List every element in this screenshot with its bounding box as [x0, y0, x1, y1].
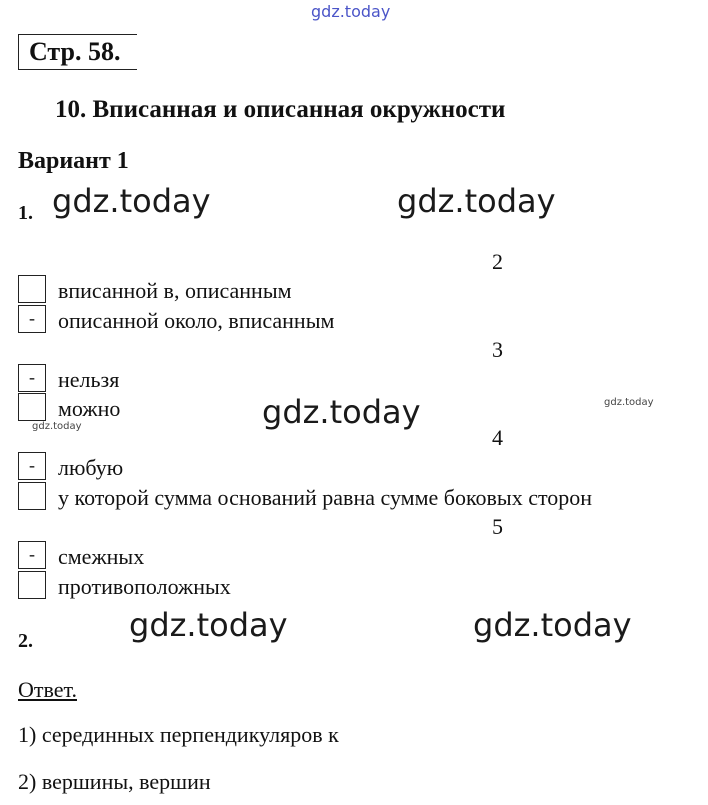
answer-checkbox[interactable] [18, 275, 46, 303]
answer-line: 2) вершины, вершин [18, 769, 211, 794]
answer-line: 1) серединных перпендикуляров к [18, 722, 339, 747]
question-number: 2 [492, 249, 503, 274]
option-text: любую [58, 455, 124, 480]
watermark: gdz.today [52, 182, 211, 220]
answer-label: Ответ. [18, 677, 77, 702]
watermark: gdz.today [473, 606, 632, 644]
watermark: gdz.today [397, 182, 556, 220]
question-number: 5 [492, 514, 503, 539]
answer-checkbox[interactable] [18, 482, 46, 510]
answer-checkbox[interactable]: - [18, 541, 46, 569]
answer-checkbox[interactable] [18, 393, 46, 421]
page-label: Стр. 58. [29, 37, 121, 66]
option-text: у которой сумма оснований равна сумме боковых сторон [58, 485, 593, 510]
watermark-small: gdz.today [32, 421, 82, 432]
option-text: смежных [58, 544, 145, 569]
question-number: 4 [492, 425, 503, 450]
watermark-small: gdz.today [604, 397, 654, 408]
option-text: можно [58, 396, 121, 421]
answer-checkbox[interactable]: - [18, 364, 46, 392]
option-text: противоположных [58, 574, 231, 599]
variant-heading: Вариант 1 [18, 148, 129, 174]
answer-checkbox[interactable] [18, 571, 46, 599]
task-number: 2. [18, 630, 33, 652]
answer-checkbox[interactable]: - [18, 452, 46, 480]
page-label-box [18, 34, 137, 70]
section-title: 10. Вписанная и описанная окружности [55, 96, 506, 123]
watermark-top: gdz.today [311, 2, 391, 21]
answer-checkbox[interactable]: - [18, 305, 46, 333]
option-text: описанной около, вписанным [58, 308, 335, 333]
task-number: 1. [18, 202, 33, 224]
option-text: вписанной в, описанным [58, 278, 292, 303]
option-text: нельзя [58, 367, 120, 392]
question-number: 3 [492, 337, 503, 362]
watermark: gdz.today [129, 606, 288, 644]
watermark: gdz.today [262, 393, 421, 431]
